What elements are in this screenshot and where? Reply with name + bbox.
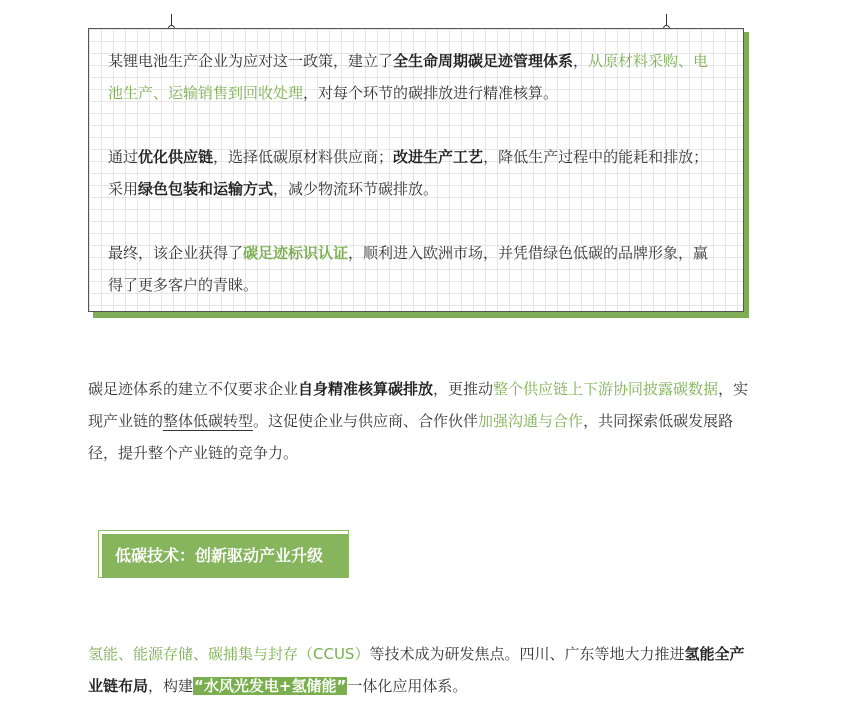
card-paragraph-2: 通过优化供应链，选择低碳原材料供应商；改进生产工艺，降低生产过程中的能耗和排放；采用绿色包装和运输方式，减少物流环节碳排放。 (108, 148, 709, 198)
section-heading-label: 低碳技术：创新驱动产业升级 (102, 534, 348, 578)
card-paragraph-1: 某锂电池生产企业为应对这一政策，建立了全生命周期碳足迹管理体系，从原材料采购、电池生产、运输销售到回收处理，对每个环节的碳排放进行精准核算。 (108, 52, 709, 102)
green-emphasis: 碳足迹标识认证 (243, 244, 349, 262)
green-highlight: 整个供应链上下游协同披露碳数据 (493, 380, 719, 398)
body-paragraph-supply-chain: 碳足迹体系的建立不仅要求企业自身精准核算碳排放，更推动整个供应链上下游协同披露碳数据，实现产业链的整体低碳转型。这促使企业与供应商、合作伙伴加强沟通与合作，共同探索低碳发展路径，提升整个产业链的竞争力。 (88, 380, 749, 462)
green-highlight: 从原材料采购、电池生产、运输销售到回收处理 (108, 52, 709, 102)
emphasis: 自身精准核算碳排放 (298, 380, 434, 398)
green-highlight: 氢能、能源存储、碳捕集与封存（CCUS） (88, 645, 370, 663)
green-highlight: 加强沟通与合作 (478, 412, 584, 430)
body-paragraph-tech: 氢能、能源存储、碳捕集与封存（CCUS）等技术成为研发焦点。四川、广东等地大力推进氢能全产业链布局，构建“水风光发电+氢储能”一体化应用体系。 (88, 645, 745, 695)
emphasis: 优化供应链 (138, 148, 214, 166)
emphasis: 改进生产工艺 (393, 148, 484, 166)
emphasis: 绿色包装和运输方式 (138, 180, 274, 198)
emphasis: 全生命周期碳足迹管理体系 (393, 52, 574, 70)
highlighted-phrase: “水风光发电+氢储能” (194, 677, 347, 695)
card-hanger-left (171, 14, 172, 28)
case-study-card (88, 28, 744, 312)
underlined-text: 整体低碳转型 (163, 412, 254, 430)
card-paragraph-3: 最终，该企业获得了碳足迹标识认证，顺利进入欧洲市场，并凭借绿色低碳的品牌形象，赢得了更多客户的青睐。 (108, 244, 709, 294)
emphasis: 氢能全产业链布局 (88, 645, 745, 695)
card-hanger-right (666, 14, 667, 28)
